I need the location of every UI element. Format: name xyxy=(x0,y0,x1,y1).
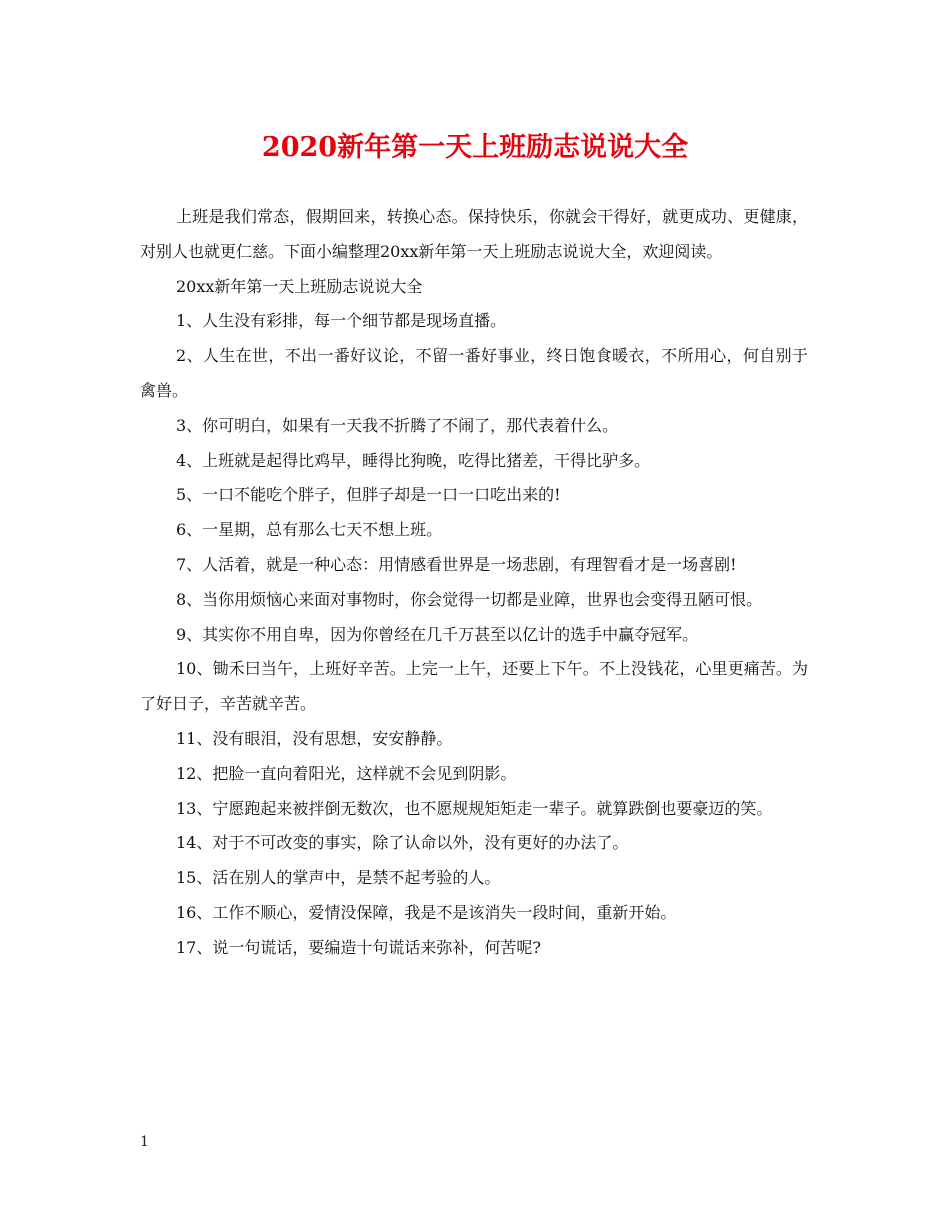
list-item: 16、工作不顺心，爱情没保障，我是不是该消失一段时间，重新开始。 xyxy=(176,902,677,922)
list-item: 9、其实你不用自卑，因为你曾经在几千万甚至以亿计的选手中赢夺冠军。 xyxy=(176,624,699,644)
list-item: 3、你可明白，如果有一天我不折腾了不闹了，那代表着什么。 xyxy=(176,415,619,435)
paragraph-subheading: 20xx新年第一天上班励志说说大全 xyxy=(176,276,423,296)
paragraph-intro: 上班是我们常态，假期回来，转换心态。保持快乐，你就会干得好，就更成功、更健康，对别人也就更仁慈。下面小编整理20xx新年第一天上班励志说说大全，欢迎阅读。 xyxy=(140,207,808,261)
list-item: 5、一口不能吃个胖子，但胖子却是一口一口吃出来的! xyxy=(176,485,561,505)
list-item: 2、人生在世，不出一番好议论，不留一番好事业，终日饱食暖衣，不所用心，何自别于禽兽。 xyxy=(140,346,808,400)
page-number: 1 xyxy=(140,1134,149,1150)
list-item: 15、活在别人的掌声中，是禁不起考验的人。 xyxy=(176,868,501,888)
list-item: 13、宁愿跑起来被拌倒无数次，也不愿规规矩矩走一辈子。就算跌倒也要豪迈的笑。 xyxy=(176,798,773,818)
list-item: 4、上班就是起得比鸡早，睡得比狗晚，吃得比猪差，干得比驴多。 xyxy=(176,450,651,470)
list-item: 6、一星期，总有那么七天不想上班。 xyxy=(176,520,443,540)
list-item: 8、当你用烦恼心来面对事物时，你会觉得一切都是业障，世界也会变得丑陋可恨。 xyxy=(176,589,763,609)
list-item: 14、对于不可改变的事实，除了认命以外，没有更好的办法了。 xyxy=(176,833,629,853)
list-item: 11、没有眼泪，没有思想，安安静静。 xyxy=(176,728,453,748)
list-item: 1、人生没有彩排，每一个细节都是现场直播。 xyxy=(176,311,507,331)
list-item: 17、说一句谎话，要编造十句谎话来弥补，何苦呢? xyxy=(176,937,541,957)
list-item: 12、把脸一直向着阳光，这样就不会见到阴影。 xyxy=(176,763,517,783)
document-body xyxy=(140,200,808,966)
list-item: 10、锄禾曰当午，上班好辛苦。上完一上午，还要上下午。不上没钱花，心里更痛苦。为了好日子，辛苦就辛苦。 xyxy=(140,659,808,714)
document-title: 2020新年第一天上班励志说说大全 xyxy=(261,132,689,163)
list-item: 7、人活着，就是一种心态：用情感看世界是一场悲剧，有理智看才是一场喜剧! xyxy=(176,554,737,574)
